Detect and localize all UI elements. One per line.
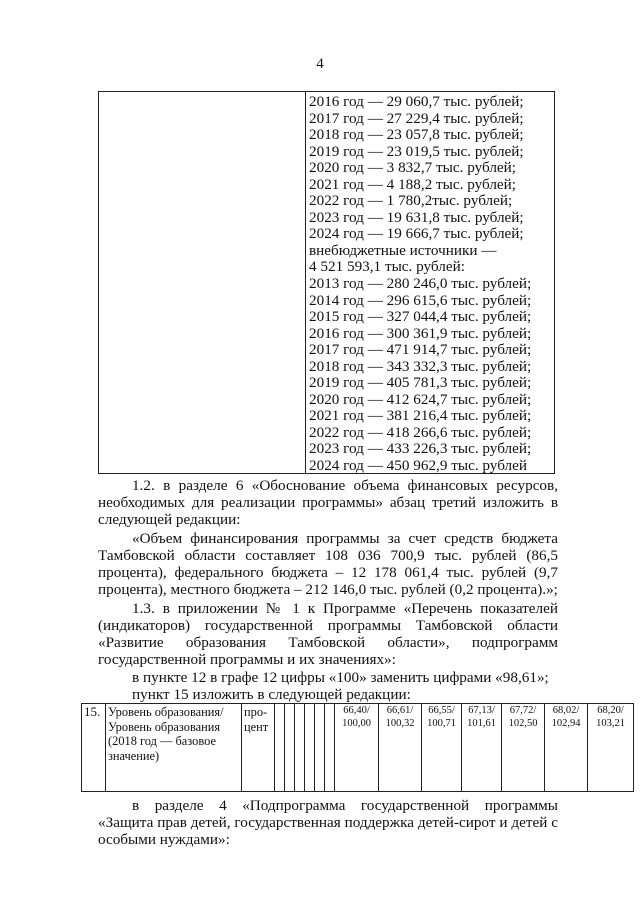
financing-line: 2024 год — 450 962,9 тыс. рублей (309, 457, 527, 475)
value-cell: 66,55/ 100,71 (422, 704, 462, 792)
column-divider (305, 92, 306, 473)
value-cell: 66,40/ 100,00 (335, 704, 379, 792)
financing-line: 2017 год — 471 914,7 тыс. рублей; (309, 341, 532, 359)
financing-line: 2016 год — 29 060,7 тыс. рублей; (309, 93, 524, 110)
financing-line: 2015 год — 327 044,4 тыс. рублей; (309, 308, 532, 326)
financing-line: 4 521 593,1 тыс. рублей: (309, 258, 465, 276)
financing-line: 2020 год — 412 624,7 тыс. рублей; (309, 390, 532, 408)
financing-line: 2013 год — 280 246,0 тыс. рублей; (309, 275, 532, 293)
financing-line: внебюджетные источники — (309, 241, 497, 259)
financing-lines (309, 94, 554, 475)
financing-line: 2022 год — 418 266,6 тыс. рублей; (309, 423, 532, 441)
financing-line: 2021 год — 381 216,4 тыс. рублей; (309, 407, 532, 425)
financing-line: 2021 год — 4 188,2 тыс. рублей; (309, 175, 517, 193)
empty-cell (295, 704, 305, 792)
financing-line: 2019 год — 23 019,5 тыс. рублей; (309, 142, 524, 160)
paragraph-1-3: 1.3. в приложении № 1 к Программе «Перечень показателей (индикаторов) государственной программы Тамбовской области «Развитие образования Тамбовской области», подпрограмм государственной программы и их значениях»: (98, 600, 558, 668)
financing-line: 2024 год — 19 666,7 тыс. рублей; (309, 225, 524, 243)
paragraph-point-12: в пункте 12 в графе 12 цифры «100» заменить цифрами «98,61»; (132, 669, 549, 686)
empty-cell (325, 704, 335, 792)
financing-line: 2022 год — 1 780,2тыс. рублей; (309, 192, 513, 210)
indicator-name: Уровень образования/Уровень образования (2018 год — базовое значение) (106, 704, 242, 792)
empty-cell (275, 704, 285, 792)
value-cell: 67,72/ 102,50 (502, 704, 545, 792)
value-cell: 68,02/ 102,94 (545, 704, 588, 792)
paragraph-point-15: пункт 15 изложить в следующей редакции: (132, 686, 411, 703)
financing-line: 2023 год — 433 226,3 тыс. рублей; (309, 440, 532, 458)
unit-cell: про- цент (242, 704, 275, 792)
value-cell: 67,13/ 101,61 (462, 704, 502, 792)
financing-line: 2023 год — 19 631,8 тыс. рублей; (309, 208, 524, 226)
value-cell: 68,20/ 103,21 (588, 704, 634, 792)
financing-line: 2019 год — 405 781,3 тыс. рублей; (309, 374, 532, 392)
indicator-table-row-15 (81, 703, 634, 792)
empty-cell (285, 704, 295, 792)
page-number: 4 (316, 56, 324, 72)
paragraph-quote: «Объем финансирования программы за счет средств бюджета Тамбовской области составляет 108 036 700,9 тыс. рублей (86,5 процента), федерального бюджета – 12 178 061,4 тыс. рублей (9,7 процента), местного бюджета – 212 146,0 тыс. рублей (0,2 процента).»; (98, 530, 558, 598)
financing-line: 2016 год — 300 361,9 тыс. рублей; (309, 324, 532, 342)
financing-line: 2018 год — 343 332,3 тыс. рублей; (309, 357, 532, 375)
empty-cell (305, 704, 315, 792)
value-cell: 66,61/ 100,32 (379, 704, 422, 792)
financing-line: 2018 год — 23 057,8 тыс. рублей; (309, 126, 524, 144)
paragraph-section-4: в разделе 4 «Подпрограмма государственной программы «Защита прав детей, государственная поддержка детей-сирот и детей с особыми нуждами»: (98, 797, 558, 848)
empty-cell (315, 704, 325, 792)
paragraph-1-2: 1.2. в разделе 6 «Обоснование объема финансовых ресурсов, необходимых для реализации программы» абзац третий изложить в следующей редакции: (98, 477, 558, 528)
financing-line: 2017 год — 27 229,4 тыс. рублей; (309, 109, 524, 127)
financing-line: 2020 год — 3 832,7 тыс. рублей; (309, 159, 517, 177)
financing-line: 2014 год — 296 615,6 тыс. рублей; (309, 291, 532, 309)
financing-table-fragment (98, 91, 555, 474)
row-number: 15. (82, 704, 106, 792)
